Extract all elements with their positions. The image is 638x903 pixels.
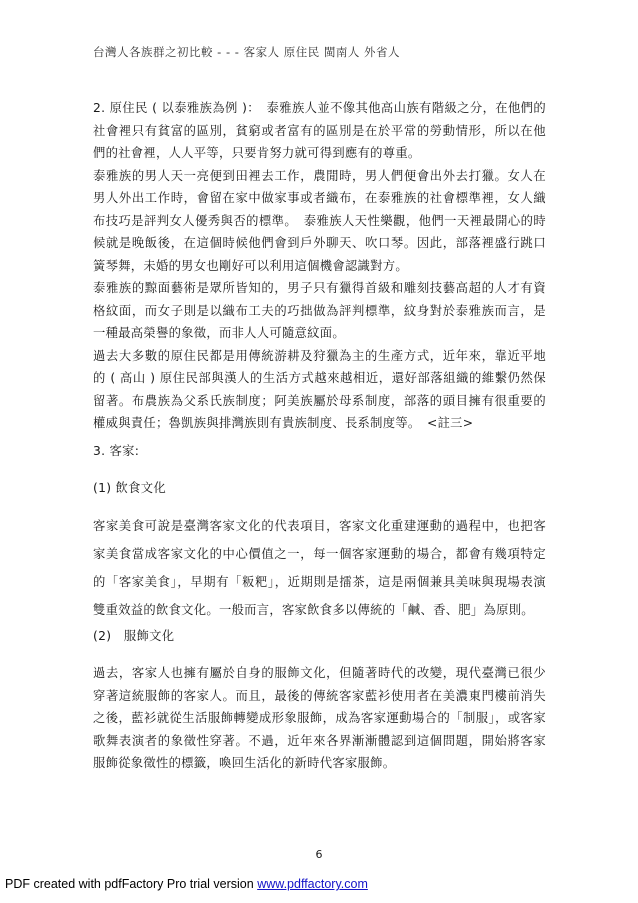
paragraph: 2. 原住民 ( 以泰雅族為例 )： 泰雅族人並不像其他高山族有階級之分，在他們的社會裡只有貧富的區別，貧窮或者富有的區別是在於平常的勞動情形，所以在他們的社會裡，人人平等，只要肯努力就可得到應有的尊重。 [93,101,546,160]
subsection-food-body [93,512,546,624]
paragraph: 過去，客家人也擁有屬於自身的服飾文化，但隨著時代的改變，現代臺灣已很少穿著這統服飾的客家人。而且，最後的傳統客家藍衫使用者在美濃東門樓前消失之後，藍衫就從生活服飾轉變成形象服飾，成為客家運動場合的「制服」，或客家歌舞表演者的象徵性穿著。不過，近年來各界漸漸體認到這個問題，開始將客家服飾從象徵性的標籤，喚回生活化的新時代客家服飾。 [93,666,546,770]
subsection-food-heading: (1) 飲食文化 [93,481,166,495]
page-number: 6 [315,848,323,861]
subsection-clothing-heading: (2) 服飾文化 [93,629,175,643]
paragraph: 泰雅族的黥面藝術是眾所皆知的，男子只有獵得首級和雕刻技藝高超的人才有資格紋面，而女子則是以織布工夫的巧拙做為評判標準，紋身對於泰雅族而言，是一種最高榮譽的象徵，而非人人可隨意紋面。 [93,281,546,340]
footer-link[interactable]: www.pdffactory.com [257,877,368,891]
subsection-clothing-body [93,662,546,775]
paragraph: 泰雅族的男人天一亮便到田裡去工作，農閒時，男人們便會出外去打獵。女人在男人外出工作時，會留在家中做家事或者織布，在泰雅族的社會標準裡，女人織布技巧是評判女人優秀與否的標準。 泰雅族人天性樂觀，他們一天裡最開心的時候就是晚飯後，在這個時候他們會到戶外聊天、吹口琴。因此，部落裡盛行跳口簧琴舞，未婚的男女也剛好可以利用這個機會認識對方。 [93,168,546,273]
footer-text: PDF created with pdfFactory Pro trial version [5,877,258,891]
section-3-heading: 3. 客家: [93,444,140,458]
pdf-footer [5,877,368,891]
paragraph: 過去大多數的原住民都是用傳統游耕及狩獵為主的生產方式，近年來，靠近平地的 ( 高山 ) 原住民部與漢人的生活方式越來越相近，還好部落組織的維繫仍然保留著。布農族為父系氏族制度；阿美族屬於母系制度，部落的頭目擁有很重要的權威與責任；魯凱族與排灣族則有貴族制度、長系制度等。 <註三> [93,348,546,430]
paragraph: 客家美食可說是臺灣客家文化的代表項目，客家文化重建運動的過程中，也把客家美食當成客家文化的中心價值之一，每一個客家運動的場合，都會有幾項特定的「客家美食」，早期有「粄粑」，近期則是擂茶，這是兩個兼具美味與現場表演雙重效益的飲食文化。一般而言，客家飲食多以傳統的「鹹、香、肥」為原則。 [93,519,546,617]
section-2-body [93,97,546,435]
page-header: 台灣人各族群之初比較 - - - 客家人 原住民 閩南人 外省人 [93,45,401,59]
